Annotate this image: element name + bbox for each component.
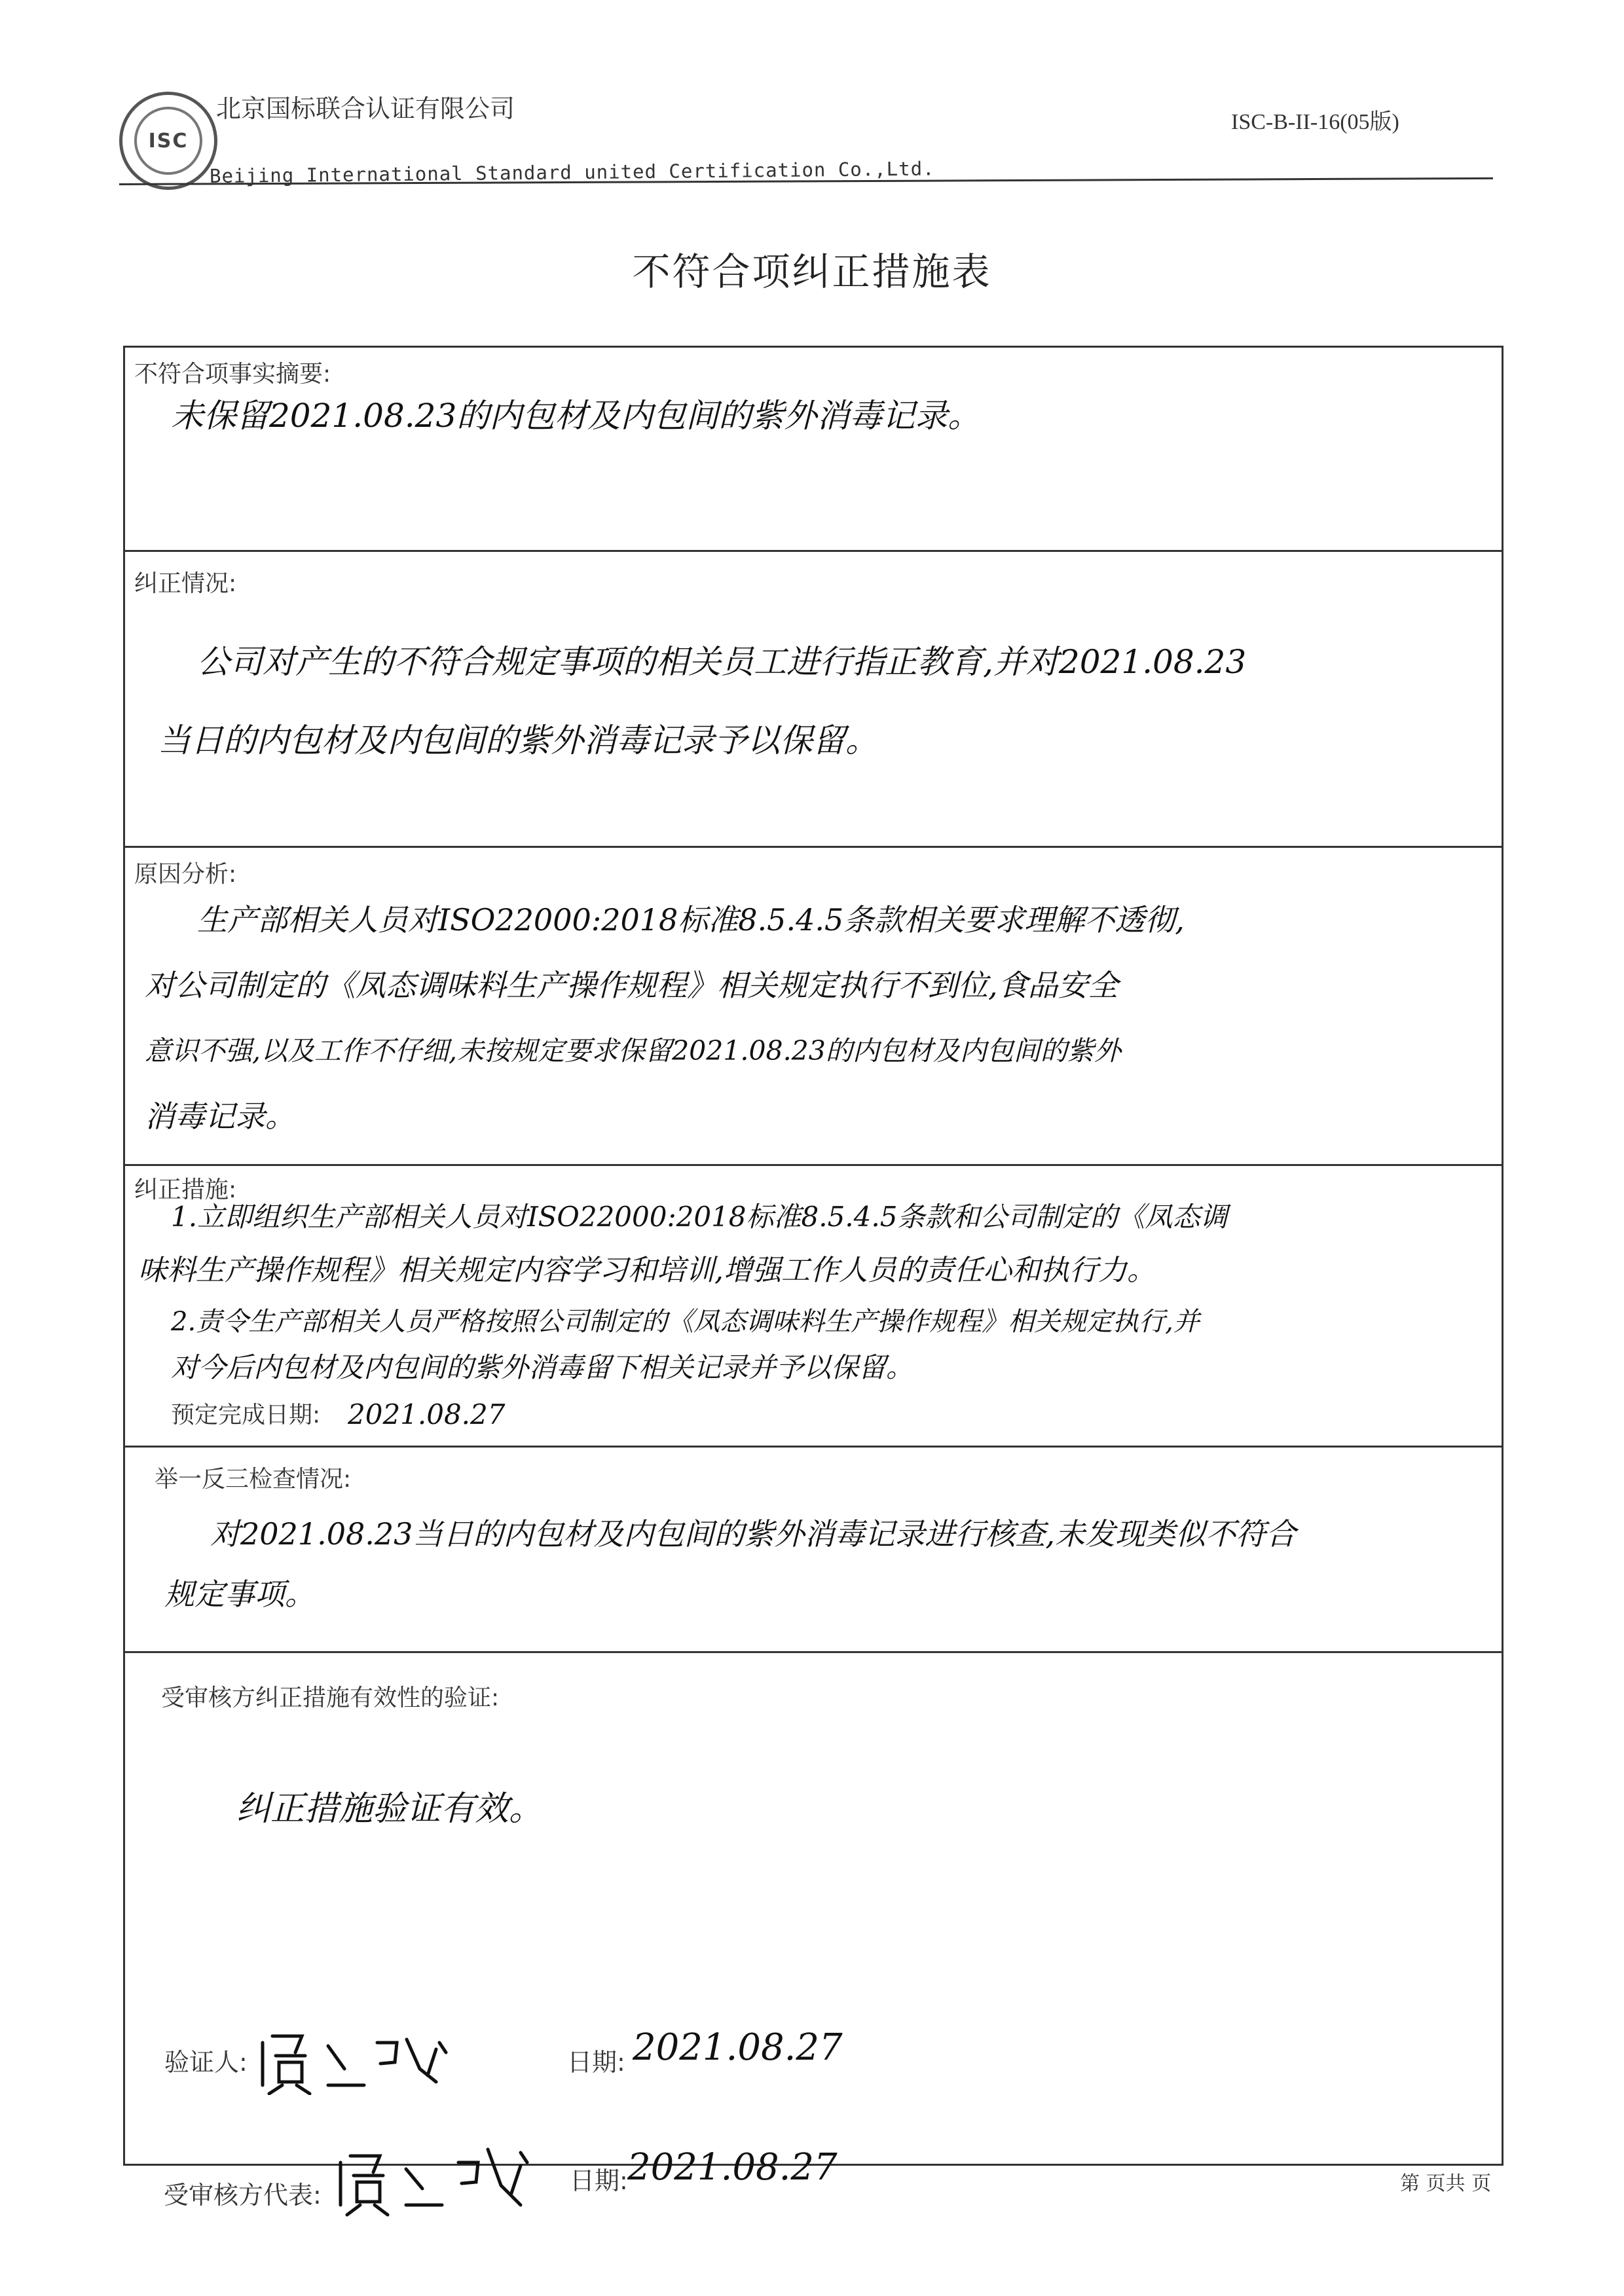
verification-line: 纠正措施验证有效。	[236, 1789, 544, 1829]
auditee-rep-label: 受审核方代表:	[164, 2181, 322, 2210]
verifier-date: 2021.08.27	[633, 2026, 843, 2069]
inspection-label: 举一反三检查情况:	[155, 1466, 352, 1493]
cause-label: 原因分析:	[134, 861, 237, 888]
document-title: 不符合项纠正措施表	[632, 249, 992, 294]
action-line-2: 味料生产操作规程》相关规定内容学习和培训,增强工作人员的责任心和执行力。	[138, 1254, 1156, 1287]
summary-label: 不符合项事实摘要:	[134, 361, 331, 388]
correction-label: 纠正情况:	[134, 570, 237, 597]
auditee-rep-date-label: 日期:	[570, 2166, 628, 2195]
cause-line-3: 意识不强,以及工作不仔细,未按规定要求保留2021.08.23的内包材及内包间的紫外	[145, 1035, 1121, 1066]
page-number: 第 页共 页	[1400, 2172, 1492, 2195]
company-name-cn: 北京国标联合认证有限公司	[216, 94, 515, 123]
verifier-label: 验证人:	[164, 2048, 248, 2077]
due-date-value: 2021.08.27	[348, 1398, 506, 1430]
correction-line-2: 当日的内包材及内包间的紫外消毒记录予以保留。	[158, 721, 878, 759]
section-similar-inspection	[125, 1448, 1502, 1653]
section-cause-analysis	[125, 848, 1502, 1166]
section-verification	[125, 1653, 1502, 2168]
due-date-label: 预定完成日期:	[171, 1402, 321, 1429]
inspection-line-2: 规定事项。	[164, 1576, 315, 1612]
section-nonconformity-summary	[125, 348, 1502, 552]
section-corrective-actions	[125, 1166, 1502, 1448]
verifier-date-label: 日期:	[567, 2048, 625, 2077]
auditee-rep-date: 2021.08.27	[627, 2146, 838, 2189]
company-name-en: Beijing International Standard united Certification Co.,Ltd.	[209, 157, 935, 187]
section-correction	[125, 552, 1502, 848]
verification-label: 受审核方纠正措施有效性的验证:	[161, 1685, 500, 1711]
cause-line-1: 生产部相关人员对ISO22000:2018标准8.5.4.5条款相关要求理解不透彻,	[197, 902, 1185, 938]
inspection-line-1: 对2021.08.23当日的内包材及内包间的紫外消毒记录进行核查,未发现类似不符合	[210, 1516, 1296, 1552]
auditee-rep-signature	[334, 2140, 530, 2218]
cause-line-2: 对公司制定的《凤态调味料生产操作规程》相关规定执行不到位,食品安全	[145, 968, 1118, 1003]
correction-line-1: 公司对产生的不符合规定事项的相关员工进行指正教育,并对2021.08.23	[197, 643, 1247, 681]
logo-emblem: ISC	[134, 107, 202, 175]
action-line-4: 对今后内包材及内包间的紫外消毒留下相关记录并予以保留。	[171, 1351, 914, 1383]
corrective-action-form	[123, 346, 1504, 2166]
document-code: ISC-B-II-16(05版)	[1231, 110, 1399, 134]
action-label: 纠正措施:	[134, 1176, 237, 1203]
cause-line-4: 消毒记录。	[145, 1099, 295, 1134]
action-line-1: 1.立即组织生产部相关人员对ISO22000:2018标准8.5.4.5条款和公司制定的《凤态调	[171, 1201, 1228, 1233]
verifier-signature	[256, 2023, 452, 2095]
company-logo	[119, 92, 217, 190]
action-line-3: 2.责令生产部相关人员严格按照公司制定的《凤态调味料生产操作规程》相关规定执行,并	[171, 1307, 1200, 1337]
summary-line: 未保留2021.08.23的内包材及内包间的紫外消毒记录。	[171, 397, 981, 435]
